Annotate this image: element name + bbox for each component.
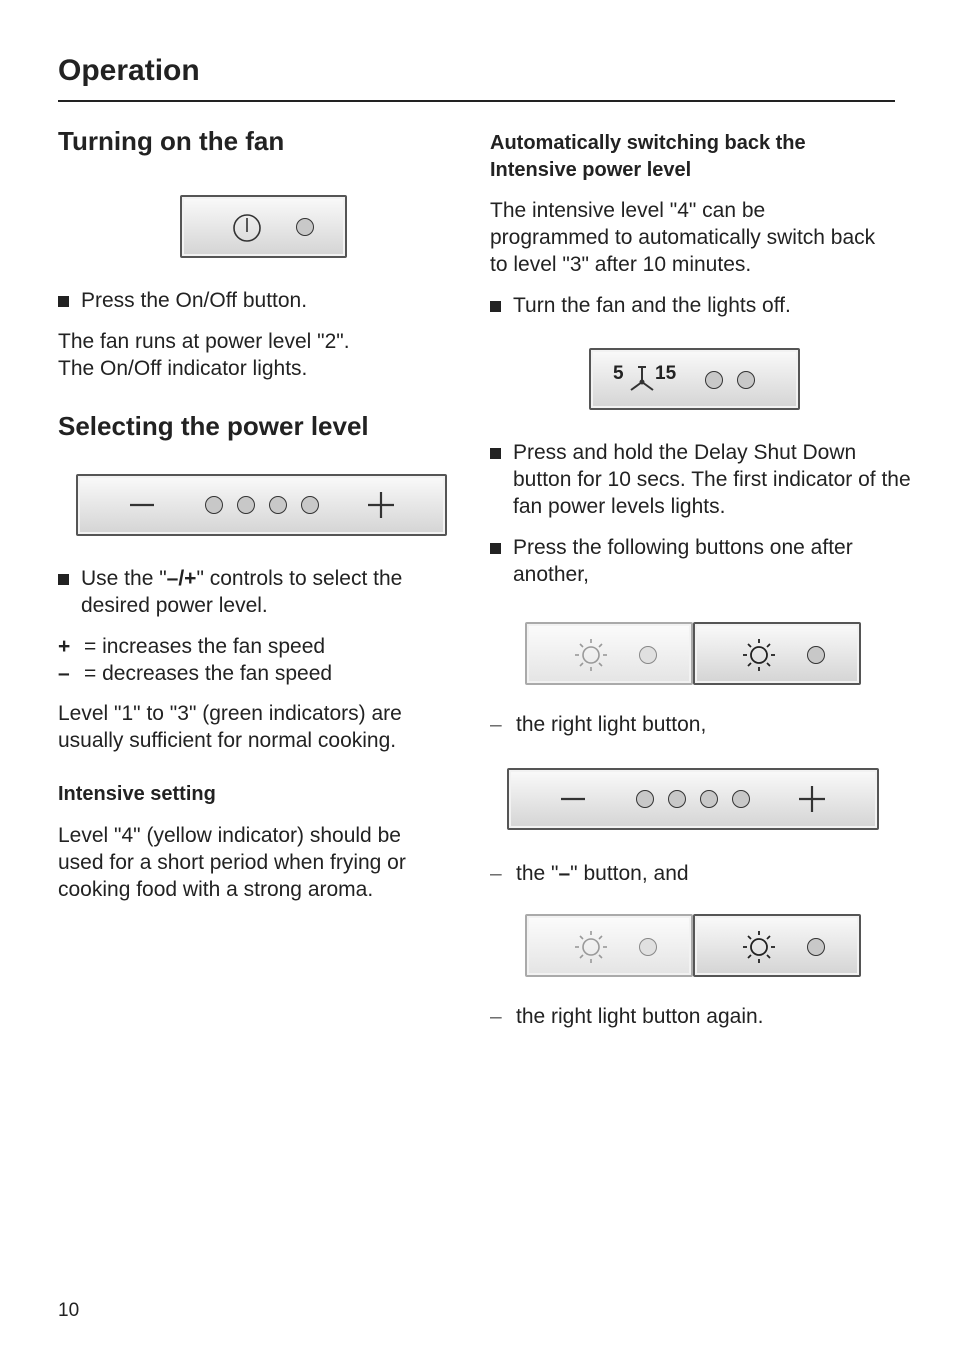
light-bulb-icon xyxy=(574,930,608,964)
delay-panel xyxy=(589,348,800,410)
level-indicator-2 xyxy=(237,496,255,514)
power-level-panel-2 xyxy=(507,768,879,830)
left-light-indicator xyxy=(639,938,657,956)
left-light-panel xyxy=(525,622,693,685)
bullet-use-controls: Use the "–/+" controls to select the desired power level. xyxy=(58,565,461,619)
para-levels: Level "1" to "3" (green indicators) are usually sufficient for normal cooking. xyxy=(58,702,402,752)
delay-left-number: 5 xyxy=(613,363,624,384)
legend-plus: + = increases the fan speed xyxy=(58,635,326,658)
right-light-indicator xyxy=(807,938,825,956)
light-bulb-icon xyxy=(574,638,608,672)
step-right-light-again: – the right light button again. xyxy=(490,1005,764,1028)
power-icon xyxy=(231,212,263,244)
heading-intensive: Intensive setting xyxy=(58,783,216,805)
level-indicator-4 xyxy=(301,496,319,514)
right-light-indicator xyxy=(807,646,825,664)
minus-icon xyxy=(559,788,587,810)
step-right-light: – the right light button, xyxy=(490,713,707,736)
header-rule xyxy=(58,100,895,102)
legend-minus: – = decreases the fan speed xyxy=(58,662,333,685)
onoff-indicator xyxy=(296,218,314,236)
light-bulb-icon xyxy=(742,638,776,672)
para-fan-runs-1: The fan runs at power level "2". xyxy=(58,330,350,353)
page-title: Operation xyxy=(58,54,200,87)
heading-turning-on: Turning on the fan xyxy=(58,126,285,156)
step-minus-button: – the "–" button, and xyxy=(490,862,689,885)
level-indicator-4 xyxy=(732,790,750,808)
power-level-panel xyxy=(76,474,447,536)
minus-icon xyxy=(128,494,156,516)
page-number: 10 xyxy=(58,1300,80,1321)
level-indicator-3 xyxy=(269,496,287,514)
left-light-panel xyxy=(525,914,693,977)
bullet-press-onoff: Press the On/Off button. xyxy=(58,287,307,314)
bullet-turn-off: Turn the fan and the lights off. xyxy=(490,292,791,319)
level-indicator-3 xyxy=(700,790,718,808)
level-indicator-2 xyxy=(668,790,686,808)
level-indicator-1 xyxy=(205,496,223,514)
plus-icon xyxy=(366,490,396,520)
heading-power-level: Selecting the power level xyxy=(58,411,369,441)
right-light-panel xyxy=(693,914,861,977)
delay-indicator-2 xyxy=(737,371,755,389)
left-light-indicator xyxy=(639,646,657,664)
fan-icon xyxy=(625,364,659,394)
heading-auto-switch: Automatically switching back the Intensive power level xyxy=(490,132,806,181)
para-intensive-level: The intensive level "4" can be programmed to automatically switch back to level "3" after 10 minutes. xyxy=(490,199,876,276)
right-light-panel xyxy=(693,622,861,685)
para-intensive: Level "4" (yellow indicator) should be used for a short period when frying or cooking food with a strong aroma. xyxy=(58,824,406,901)
para-fan-runs-2: The On/Off indicator lights. xyxy=(58,357,308,380)
onoff-panel xyxy=(180,195,347,258)
level-indicator-1 xyxy=(636,790,654,808)
bullet-press-hold: Press and hold the Delay Shut Down button for 10 secs. The first indicator of the fan power levels lights. xyxy=(490,439,913,520)
plus-icon xyxy=(797,784,827,814)
bullet-press-following: Press the following buttons one after another, xyxy=(490,534,913,588)
light-bulb-icon xyxy=(742,930,776,964)
delay-indicator-1 xyxy=(705,371,723,389)
delay-right-number: 15 xyxy=(655,363,677,384)
